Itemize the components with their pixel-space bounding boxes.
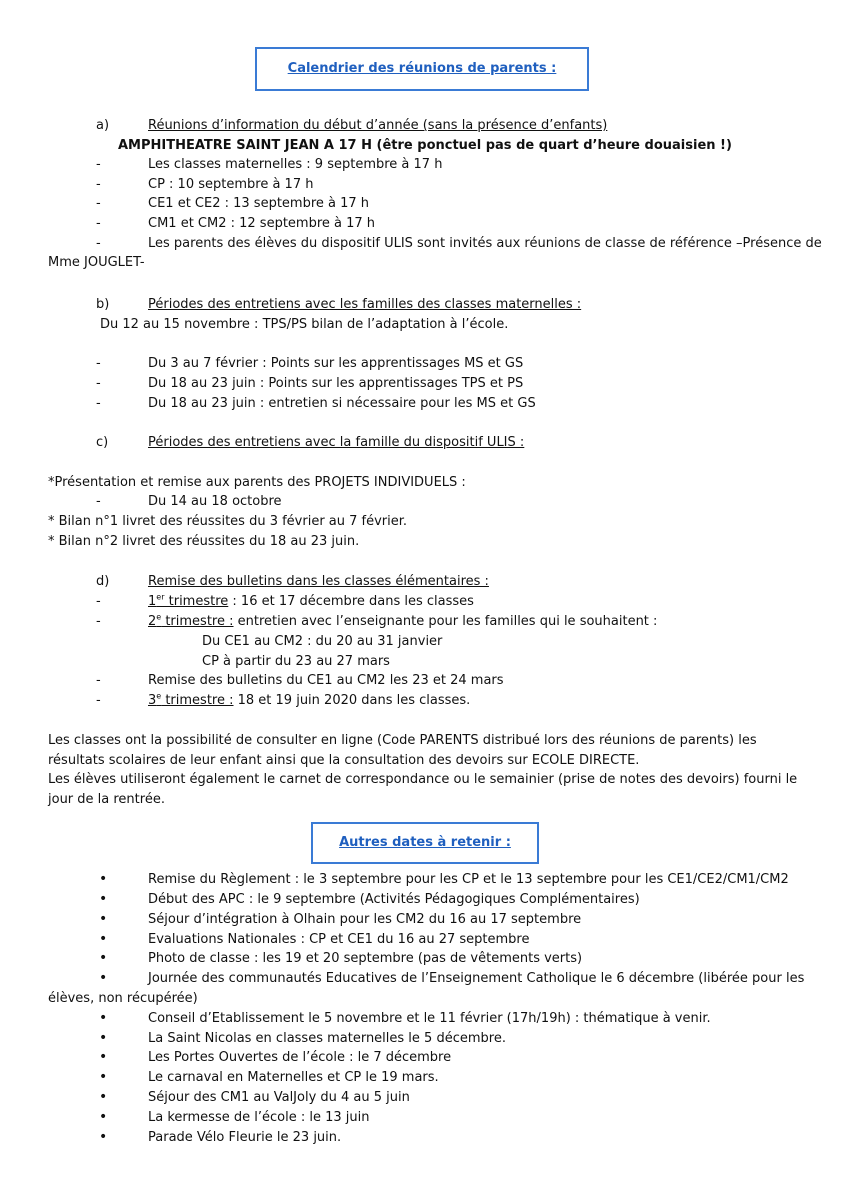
section-b-intro: Du 12 au 15 novembre : TPS/PS bilan de l’adaptation à l’école. — [100, 317, 509, 332]
section-b-marker: b) — [96, 297, 110, 312]
section-d-marker: d) — [96, 574, 110, 589]
bullet-icon: • — [99, 891, 108, 907]
section-c-bilan-2: * Bilan n°2 livret des réussites du 18 au 23 juin. — [48, 534, 360, 549]
bullet-icon: • — [99, 911, 108, 927]
bullet-icon: • — [99, 1129, 108, 1145]
bullet-icon: • — [99, 1010, 108, 1026]
paragraph-carnet: Les élèves utiliseront également le carnet de correspondance ou le semainier (prise de notes des devoirs) fourni le jour de la rentrée. — [48, 772, 798, 807]
section-c-heading: Périodes des entretiens avec la famille du dispositif ULIS : — [148, 435, 525, 450]
section-a-continuation: Mme JOUGLET- — [48, 255, 145, 270]
page-title: Calendrier des réunions de parents : — [255, 47, 589, 91]
section-d-heading: Remise des bulletins dans les classes élémentaires : — [148, 574, 489, 589]
bullet-icon: • — [99, 950, 108, 966]
bullet-icon: • — [99, 1069, 108, 1085]
section-c-intro: *Présentation et remise aux parents des PROJETS INDIVIDUELS : — [48, 475, 466, 490]
bullet-icon: • — [99, 1109, 108, 1125]
bullet-icon: • — [99, 871, 108, 887]
other-dates-title: Autres dates à retenir : — [311, 822, 539, 864]
bullet-icon: • — [99, 931, 108, 947]
paragraph-online: Les classes ont la possibilité de consulter en ligne (Code PARENTS distribué lors des réunions de parents) les résultats scolaires de leur enfant ainsi que la consultation des devoirs sur ECOLE DIRECTE. — [48, 733, 757, 768]
section-c-marker: c) — [96, 435, 109, 450]
section-b-heading: Périodes des entretiens avec les familles des classes maternelles : — [148, 297, 582, 312]
section-d-t2-line-1: Du CE1 au CM2 : du 20 au 31 janvier — [202, 634, 443, 649]
section-a-marker: a) — [96, 118, 110, 133]
bullet-icon: • — [99, 1089, 108, 1105]
list-item-continuation: élèves, non récupérée) — [48, 991, 198, 1006]
section-d-t2-line-2: CP à partir du 23 au 27 mars — [202, 654, 390, 669]
bullet-icon: • — [99, 1049, 108, 1065]
section-a-subheading: AMPHITHEATRE SAINT JEAN A 17 H (être ponctuel pas de quart d’heure douaisien !) — [118, 138, 732, 153]
bullet-icon: • — [99, 970, 108, 986]
section-c-bilan-1: * Bilan n°1 livret des réussites du 3 février au 7 février. — [48, 514, 408, 529]
bullet-icon: • — [99, 1030, 108, 1046]
section-a-heading: Réunions d’information du début d’année (sans la présence d’enfants) — [148, 118, 608, 133]
